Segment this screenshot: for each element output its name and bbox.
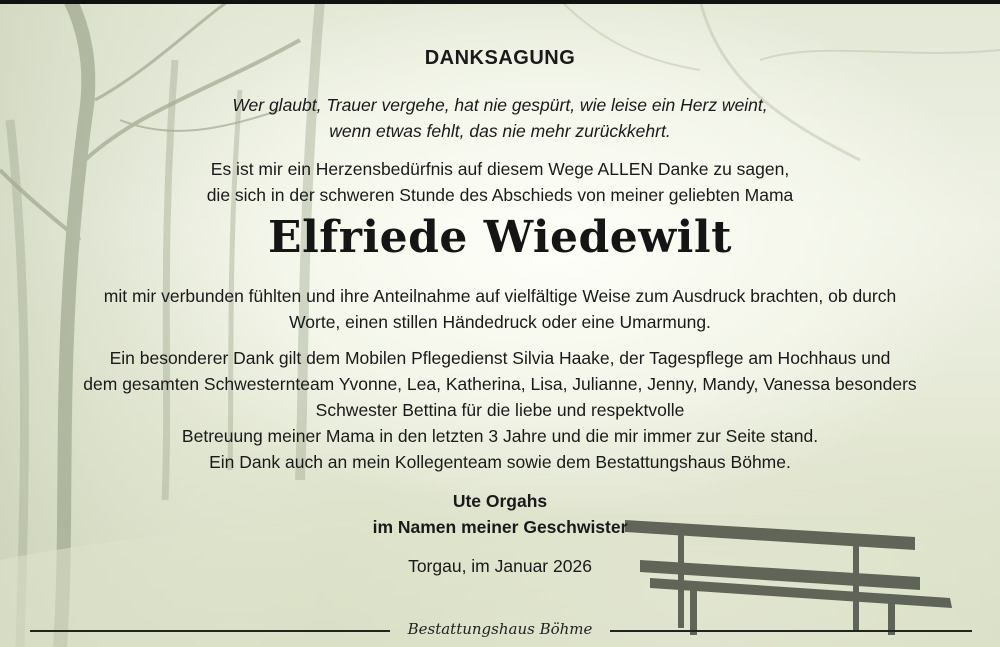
footer bbox=[0, 620, 1000, 640]
paragraph-line: dem gesamten Schwesternteam Yvonne, Lea, Katherina, Lisa, Julianne, Jenny, Mandy, Vanessa besonders bbox=[83, 374, 917, 394]
intro-text bbox=[0, 156, 1000, 208]
paragraph-line: Worte, einen stillen Händedruck oder eine Umarmung. bbox=[289, 312, 711, 332]
paragraph-line: Schwester Bettina für die liebe und respektvolle bbox=[315, 400, 685, 420]
signature-name: Ute Orgahs bbox=[452, 491, 548, 511]
top-border bbox=[0, 0, 1000, 4]
paragraph-line: Ein besonderer Dank gilt dem Mobilen Pflegedienst Silvia Haake, der Tagespflege am Hochhaus und bbox=[109, 348, 891, 368]
paragraph-line: Betreuung meiner Mama in den letzten 3 Jahre und die mir immer zur Seite stand. bbox=[181, 426, 819, 446]
funeral-home-label: Bestattungshaus Böhme bbox=[407, 620, 593, 638]
footer-rule bbox=[610, 630, 972, 632]
paragraph-line: Ein Dank auch an mein Kollegenteam sowie dem Bestattungshaus Böhme. bbox=[209, 452, 791, 472]
footer-rule bbox=[30, 630, 390, 632]
special-thanks-paragraph bbox=[0, 345, 1000, 475]
intro-line: Es ist mir ein Herzensbedürfnis auf diesem Wege ALLEN Danke zu sagen, bbox=[210, 159, 790, 179]
paragraph-line: mit mir verbunden fühlten und ihre Anteilnahme auf vielfältige Weise zum Ausdruck brachten, ob durch bbox=[103, 286, 897, 306]
quote-line: wenn etwas fehlt, das nie mehr zurückkehrt. bbox=[329, 121, 671, 141]
deceased-name: Elfriede Wiedewilt bbox=[268, 212, 732, 263]
thanks-paragraph bbox=[0, 283, 1000, 335]
place-date: Torgau, im Januar 2026 bbox=[408, 556, 592, 576]
quote-line: Wer glaubt, Trauer vergehe, hat nie gespürt, wie leise ein Herz weint, bbox=[232, 95, 768, 115]
quote bbox=[0, 92, 1000, 144]
signature bbox=[0, 488, 1000, 540]
signature-note: im Namen meiner Geschwister bbox=[372, 517, 628, 537]
intro-line: die sich in der schweren Stunde des Abschieds von meiner geliebten Mama bbox=[206, 185, 794, 205]
notice-heading: DANKSAGUNG bbox=[424, 47, 576, 69]
